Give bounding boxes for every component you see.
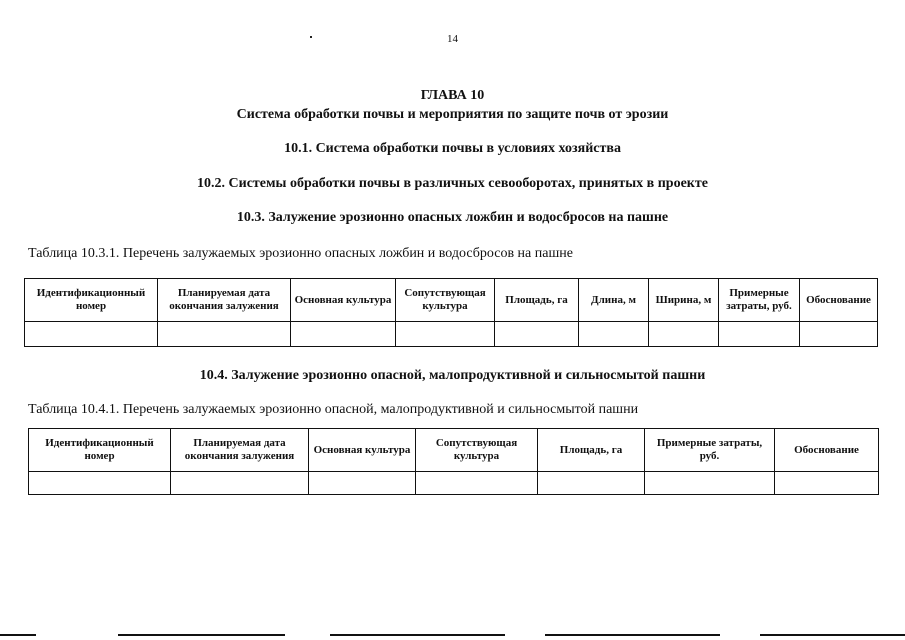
table-cell (396, 322, 495, 347)
scan-edge-line (330, 634, 505, 636)
chapter-subtitle: Система обработки почвы и мероприятия по защите почв от эрозии (236, 107, 669, 122)
table-header-row (29, 429, 879, 472)
column-header: Основная культура (309, 429, 416, 472)
table-cell (800, 322, 878, 347)
column-header: Обоснование (800, 279, 878, 322)
table-row (29, 472, 879, 495)
table-cell (579, 322, 649, 347)
section-10-1-heading: 10.1. Система обработки почвы в условиях хозяйства (284, 141, 621, 156)
column-header: Длина, м (579, 279, 649, 322)
column-header: Примерные затраты, руб. (645, 429, 775, 472)
scan-edge-line (760, 634, 905, 636)
column-header: Планируемая дата окончания залужения (158, 279, 291, 322)
section-10-2-heading: 10.2. Системы обработки почвы в различных севооборотах, принятых в проекте (197, 176, 708, 191)
scan-speck (310, 36, 312, 38)
section-10-4-heading: 10.4. Залужение эрозионно опасной, малопродуктивной и сильносмытой пашни (199, 368, 706, 383)
table-cell (649, 322, 719, 347)
table-cell (158, 322, 291, 347)
table-10-4-1-caption: Таблица 10.4.1. Перечень залужаемых эрозионно опасной, малопродуктивной и сильносмытой пашни (28, 402, 639, 417)
scan-edge-line (0, 634, 36, 636)
table-cell (291, 322, 396, 347)
table-cell (25, 322, 158, 347)
column-header: Планируемая дата окончания залужения (171, 429, 309, 472)
page-number: 14 (447, 33, 458, 45)
table-cell (171, 472, 309, 495)
table-header-row (25, 279, 878, 322)
table-cell (495, 322, 579, 347)
table-cell (719, 322, 800, 347)
scan-edge-line (545, 634, 720, 636)
column-header: Идентификационный номер (29, 429, 171, 472)
column-header: Сопутствующая культура (396, 279, 495, 322)
section-10-3-heading: 10.3. Залужение эрозионно опасных ложбин и водосбросов на пашне (236, 210, 669, 225)
scan-edge-line (118, 634, 285, 636)
table-cell (309, 472, 416, 495)
column-header: Основная культура (291, 279, 396, 322)
column-header: Площадь, га (538, 429, 645, 472)
table-cell (538, 472, 645, 495)
table-cell (416, 472, 538, 495)
column-header: Примерные затраты, руб. (719, 279, 800, 322)
chapter-title: ГЛАВА 10 (420, 88, 485, 103)
column-header: Площадь, га (495, 279, 579, 322)
column-header: Ширина, м (649, 279, 719, 322)
table-10-3-1 (24, 278, 878, 347)
table-cell (29, 472, 171, 495)
column-header: Идентификационный номер (25, 279, 158, 322)
table-row (25, 322, 878, 347)
table-cell (645, 472, 775, 495)
table-cell (775, 472, 879, 495)
column-header: Обоснование (775, 429, 879, 472)
table-10-4-1 (28, 428, 879, 495)
column-header: Сопутствующая культура (416, 429, 538, 472)
table-10-3-1-caption: Таблица 10.3.1. Перечень залужаемых эрозионно опасных ложбин и водосбросов на пашне (28, 246, 573, 261)
